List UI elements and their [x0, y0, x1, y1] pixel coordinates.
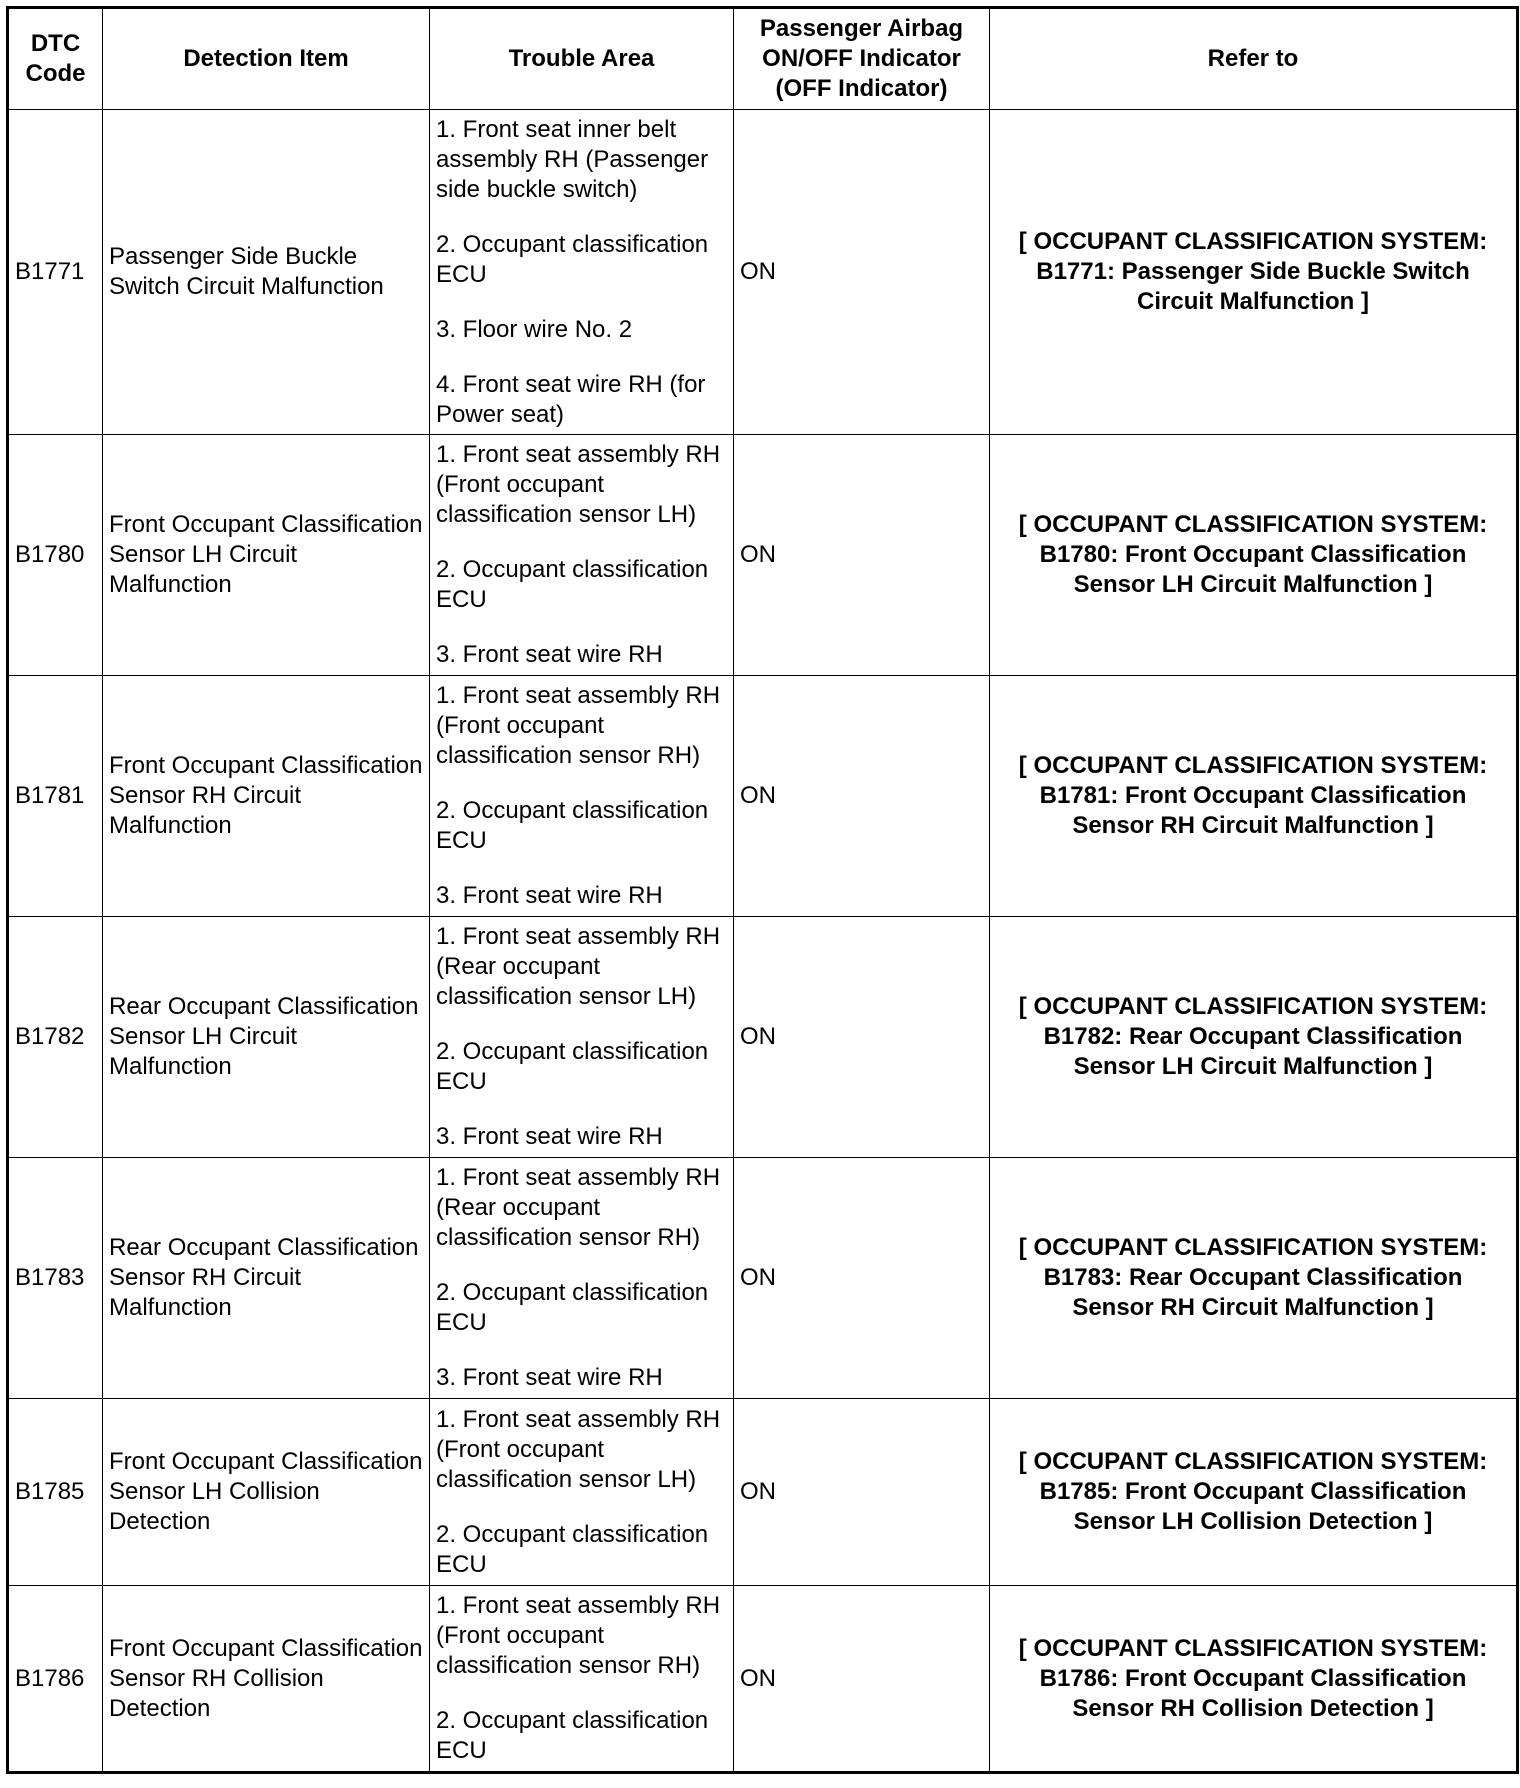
refer-to-link-text[interactable]: Sensor RH Circuit Malfunction ]: [1072, 812, 1434, 839]
refer-to-link-text[interactable]: [ OCCUPANT CLASSIFICATION SYSTEM:: [1018, 993, 1488, 1020]
table-row: [8, 1399, 1518, 1586]
refer-to-cell: [990, 1158, 1518, 1399]
trouble-area-step: 2. Occupant classification ECU: [436, 1520, 709, 1578]
refer-to-link-text[interactable]: [ OCCUPANT CLASSIFICATION SYSTEM:: [1018, 511, 1488, 538]
refer-to-link-text[interactable]: B1780: Front Occupant Classification: [1039, 541, 1467, 568]
refer-to-link-text[interactable]: Sensor RH Collision Detection ]: [1072, 1694, 1434, 1722]
refer-to-link-text[interactable]: Sensor LH Collision Detection ]: [1073, 1508, 1433, 1535]
trouble-area-step: 4. Front seat wire RH (for Power seat): [436, 370, 706, 428]
trouble-area-step: 3. Floor wire No. 2: [436, 315, 633, 343]
table-row: [8, 435, 1518, 676]
refer-to-link-text[interactable]: [ OCCUPANT CLASSIFICATION SYSTEM:: [1018, 752, 1488, 779]
refer-to-cell: [990, 917, 1518, 1158]
trouble-area-cell: [430, 435, 734, 676]
table-row: [8, 917, 1518, 1158]
trouble-area-step: 1. Front seat assembly RH (Front occupant classification sensor RH): [436, 1592, 721, 1679]
trouble-area-step: 3. Front seat wire RH: [436, 1123, 663, 1150]
trouble-area-step: 3. Front seat wire RH: [436, 1364, 663, 1391]
dtc-code-cell: B1786: [8, 1586, 103, 1773]
table-row: [8, 1158, 1518, 1399]
header-dtc-code: DTC Code: [8, 8, 103, 110]
refer-to-link-text[interactable]: Sensor LH Circuit Malfunction ]: [1073, 571, 1433, 598]
trouble-area-cell: [430, 1158, 734, 1399]
airbag-indicator-cell: ON: [734, 1158, 990, 1399]
trouble-area-step: 2. Occupant classification ECU: [436, 556, 709, 613]
refer-to-link-text[interactable]: Sensor LH Circuit Malfunction ]: [1073, 1053, 1433, 1080]
detection-item-cell: Front Occupant Classification Sensor RH Circuit Malfunction: [103, 676, 430, 917]
trouble-area-step: 3. Front seat wire RH: [436, 882, 663, 909]
dtc-code-cell: B1783: [8, 1158, 103, 1399]
table-row: [8, 1586, 1518, 1773]
airbag-indicator-cell: ON: [734, 676, 990, 917]
header-row: [8, 8, 1518, 110]
refer-to-link-text[interactable]: Circuit Malfunction ]: [1137, 288, 1369, 315]
refer-to-link-text[interactable]: B1783: Rear Occupant Classification: [1043, 1264, 1463, 1291]
refer-to-link-text[interactable]: [ OCCUPANT CLASSIFICATION SYSTEM:: [1018, 1634, 1488, 1662]
trouble-area-cell: [430, 676, 734, 917]
refer-to-link-text[interactable]: [ OCCUPANT CLASSIFICATION SYSTEM:: [1018, 1234, 1488, 1261]
refer-to-link-text[interactable]: B1782: Rear Occupant Classification: [1043, 1023, 1463, 1050]
airbag-indicator-cell: ON: [734, 917, 990, 1158]
trouble-area-step: 1. Front seat assembly RH (Front occupant classification sensor RH): [436, 682, 721, 769]
refer-to-link-text[interactable]: B1785: Front Occupant Classification: [1039, 1478, 1467, 1505]
trouble-area-step: 2. Occupant classification ECU: [436, 1707, 709, 1764]
trouble-area-step: 1. Front seat assembly RH (Rear occupant classification sensor RH): [436, 1164, 721, 1251]
refer-to-cell: [990, 435, 1518, 676]
trouble-area-step: 2. Occupant classification ECU: [436, 230, 709, 288]
refer-to-link-text[interactable]: B1771: Passenger Side Buckle Switch: [1036, 258, 1470, 285]
detection-item-cell: Front Occupant Classification Sensor LH Collision Detection: [103, 1399, 430, 1586]
header-airbag-indicator: Passenger Airbag ON/OFF Indicator (OFF Indicator): [734, 8, 990, 110]
refer-to-link-text[interactable]: [ OCCUPANT CLASSIFICATION SYSTEM:: [1018, 228, 1488, 255]
detection-item-cell: Front Occupant Classification Sensor LH Circuit Malfunction: [103, 435, 430, 676]
table-row: [8, 110, 1518, 435]
airbag-indicator-cell: ON: [734, 110, 990, 435]
header-detection-item: Detection Item: [103, 8, 430, 110]
header-trouble-area: Trouble Area: [430, 8, 734, 110]
trouble-area-step: 1. Front seat inner belt assembly RH (Passenger side buckle switch): [436, 115, 709, 203]
trouble-area-cell: [430, 1586, 734, 1773]
trouble-area-step: 1. Front seat assembly RH (Front occupant classification sensor LH): [436, 441, 721, 528]
detection-item-cell: Rear Occupant Classification Sensor LH Circuit Malfunction: [103, 917, 430, 1158]
trouble-area-step: 2. Occupant classification ECU: [436, 797, 709, 854]
dtc-code-cell: B1771: [8, 110, 103, 435]
trouble-area-cell: [430, 1399, 734, 1586]
refer-to-link-text[interactable]: Sensor RH Circuit Malfunction ]: [1072, 1294, 1434, 1321]
airbag-indicator-cell: ON: [734, 1586, 990, 1773]
refer-to-link-text[interactable]: B1781: Front Occupant Classification: [1039, 782, 1467, 809]
refer-to-cell: [990, 1399, 1518, 1586]
dtc-code-cell: B1781: [8, 676, 103, 917]
dtc-code-cell: B1785: [8, 1399, 103, 1586]
dtc-table: [6, 6, 1519, 1774]
dtc-document: [6, 6, 1516, 1788]
airbag-indicator-cell: ON: [734, 1399, 990, 1586]
refer-to-cell: [990, 676, 1518, 917]
refer-to-link-text[interactable]: [ OCCUPANT CLASSIFICATION SYSTEM:: [1018, 1448, 1488, 1475]
trouble-area-step: 2. Occupant classification ECU: [436, 1038, 709, 1095]
refer-to-link-text[interactable]: B1786: Front Occupant Classification: [1039, 1664, 1467, 1692]
trouble-area-step: 3. Front seat wire RH: [436, 641, 663, 668]
refer-to-cell: [990, 110, 1518, 435]
detection-item-cell: Passenger Side Buckle Switch Circuit Malfunction: [103, 110, 430, 435]
refer-to-cell: [990, 1586, 1518, 1773]
header-refer-to: Refer to: [990, 8, 1518, 110]
dtc-code-cell: B1782: [8, 917, 103, 1158]
detection-item-cell: Front Occupant Classification Sensor RH Collision Detection: [103, 1586, 430, 1773]
dtc-code-cell: B1780: [8, 435, 103, 676]
detection-item-cell: Rear Occupant Classification Sensor RH Circuit Malfunction: [103, 1158, 430, 1399]
trouble-area-step: 2. Occupant classification ECU: [436, 1279, 709, 1336]
trouble-area-cell: [430, 110, 734, 435]
trouble-area-cell: [430, 917, 734, 1158]
airbag-indicator-cell: ON: [734, 435, 990, 676]
trouble-area-step: 1. Front seat assembly RH (Rear occupant classification sensor LH): [436, 923, 721, 1010]
table-row: [8, 676, 1518, 917]
trouble-area-step: 1. Front seat assembly RH (Front occupant classification sensor LH): [436, 1405, 721, 1493]
